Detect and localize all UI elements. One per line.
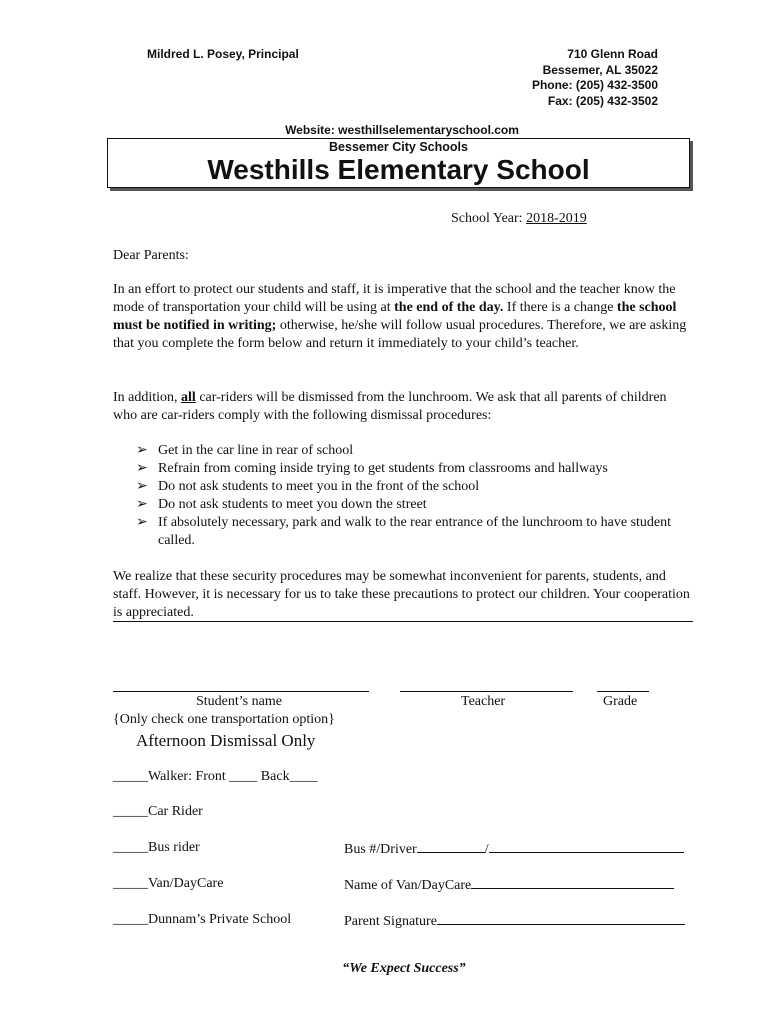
school-year-label: School Year: [451, 211, 527, 226]
checkbox-blank[interactable]: _____ [113, 912, 148, 927]
address-line: 710 Glenn Road [567, 47, 658, 61]
list-item-text: Refrain from coming inside trying to get students from classrooms and hallways [158, 461, 608, 476]
car-rider-option[interactable] [113, 804, 203, 820]
p1-emphasis-writing: the school must be notified in writing; [113, 300, 677, 333]
list-item-text: Get in the car line in rear of school [158, 443, 354, 458]
school-year-value: 2018-2019 [526, 211, 587, 226]
parent-signature-field [344, 912, 685, 930]
grade-label: Grade [603, 694, 638, 709]
parent-signature-input[interactable] [437, 912, 685, 925]
student-name-line[interactable] [113, 691, 369, 692]
bus-driver-label: Bus #/Driver [344, 842, 417, 857]
bus-number-input[interactable] [417, 840, 485, 853]
student-name-label: Student’s name [196, 694, 282, 709]
checkbox-blank[interactable]: _____ [113, 840, 148, 855]
walker-option[interactable] [113, 769, 318, 785]
arrow-bullet-icon: ➢ [136, 479, 148, 494]
list-item [136, 442, 696, 460]
parent-signature-label: Parent Signature [344, 914, 437, 929]
p1-text: otherwise, he/she will follow usual procedures. Therefore, we are asking that you complete the form below and return it immediately to your child’s teacher. [113, 318, 687, 351]
school-name: Westhills Elementary School [207, 154, 590, 185]
arrow-bullet-icon: ➢ [136, 461, 148, 476]
list-item-text: Do not ask students to meet you in the front of the school [158, 479, 480, 494]
school-motto: “We Expect Success” [342, 961, 466, 976]
van-name-label: Name of Van/DayCare [344, 878, 472, 893]
transportation-instruction: {Only check one transportation option} [113, 712, 335, 727]
list-item [136, 514, 696, 550]
website-line: Website: westhillselementaryschool.com [285, 123, 519, 137]
bus-rider-option[interactable] [113, 840, 200, 856]
bus-driver-input[interactable] [489, 840, 684, 853]
p1-emphasis-end-of-day: the end of the day. [394, 300, 504, 315]
section-divider [113, 621, 693, 622]
van-daycare-label: Van/DayCare [148, 876, 224, 891]
fax-line: Fax: (205) 432-3502 [547, 93, 658, 108]
principal-name: Mildred L. Posey, Principal [147, 47, 299, 61]
section-title: Afternoon Dismissal Only [136, 731, 316, 750]
district-name: Bessemer City Schools [329, 140, 468, 154]
checkbox-blank[interactable]: _____ [113, 804, 148, 819]
phone-line: Phone: (205) 432-3500 [531, 78, 658, 92]
paragraph-car-riders [113, 389, 693, 425]
paragraph-transportation [113, 281, 693, 353]
bus-separator: / [484, 842, 489, 857]
walker-label: Walker: Front ____ Back____ [148, 769, 318, 784]
dismissal-procedures-list [136, 442, 696, 550]
p1-text: If there is a change [503, 300, 617, 315]
teacher-line[interactable] [400, 691, 573, 692]
arrow-bullet-icon: ➢ [136, 443, 148, 458]
paragraph-closing: We realize that these security procedures may be somewhat inconvenient for parents, students, and staff. However, it is necessary for us to take these precautions to protect our children. Your cooperation is appreciated. [113, 569, 690, 620]
p2-text: car-riders will be dismissed from the lunchroom. We ask that all parents of children who are car-riders comply with the following dismissal procedures: [113, 390, 667, 423]
address-line: Bessemer, AL 35022 [542, 62, 658, 77]
p2-text: In addition, [113, 390, 182, 405]
school-banner [107, 138, 690, 188]
list-item [136, 496, 696, 514]
p1-text: In an effort to protect our students and staff, it is imperative that the school and the teacher know the mode of transportation your child will be using at [113, 282, 676, 315]
checkbox-blank[interactable]: _____ [113, 876, 148, 891]
greeting: Dear Parents: [113, 248, 189, 263]
van-name-input[interactable] [471, 876, 674, 889]
van-daycare-option[interactable] [113, 876, 223, 892]
van-name-field [344, 876, 674, 894]
checkbox-blank[interactable]: _____ [113, 769, 148, 784]
arrow-bullet-icon: ➢ [136, 515, 148, 530]
bus-rider-label: Bus rider [148, 840, 200, 855]
school-address [532, 47, 658, 109]
bus-driver-field [344, 840, 684, 858]
list-item-text: If absolutely necessary, park and walk to the rear entrance of the lunchroom to have student called. [158, 515, 672, 548]
arrow-bullet-icon: ➢ [136, 497, 148, 512]
list-item [136, 460, 696, 478]
private-school-label: Dunnam’s Private School [148, 912, 292, 927]
list-item [136, 478, 696, 496]
list-item-text: Do not ask students to meet you down the street [158, 497, 427, 512]
grade-line[interactable] [597, 691, 649, 692]
car-rider-label: Car Rider [148, 804, 203, 819]
school-year [451, 211, 587, 227]
teacher-label: Teacher [461, 694, 506, 709]
private-school-option[interactable] [113, 912, 291, 928]
p2-emphasis-all: all [181, 390, 196, 405]
